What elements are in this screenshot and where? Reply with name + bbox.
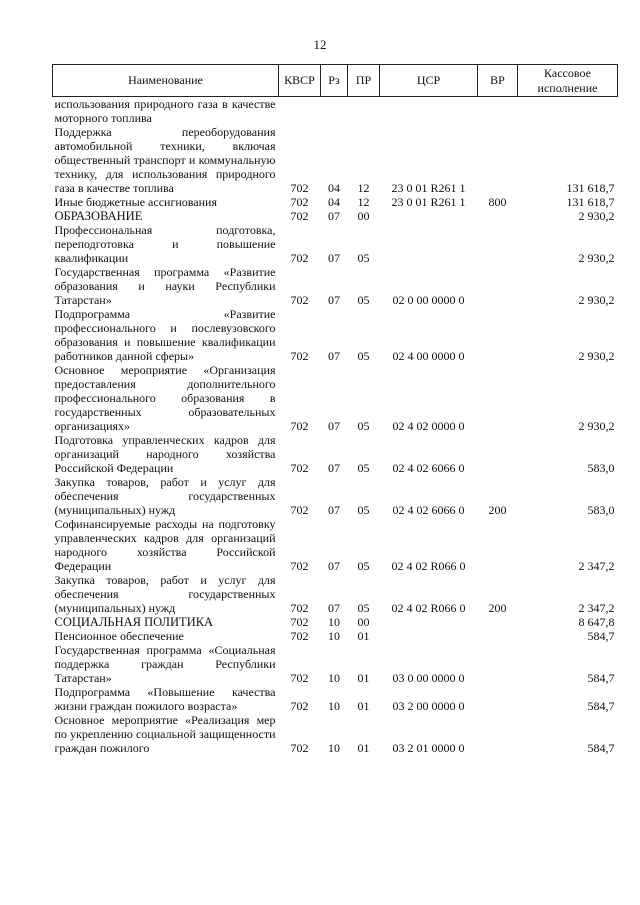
row-csr: 02 4 02 R066 0	[391, 559, 466, 573]
row-name: использования природного газа в качестве моторного топлива	[54, 97, 276, 125]
row-pr: 00	[357, 615, 370, 629]
row-name: Подготовка управленческих кадров для организаций народного хозяйства Российской Федерации	[54, 433, 276, 475]
table-row	[53, 629, 618, 643]
table-row	[53, 433, 618, 475]
row-rz: 07	[328, 419, 340, 433]
row-csr: 23 0 01 R261 1	[391, 181, 466, 195]
table-row	[53, 685, 618, 713]
table-row	[53, 517, 618, 573]
table-row	[53, 97, 618, 126]
row-cash-execution: 584,7	[587, 671, 615, 685]
row-cash-execution: 584,7	[587, 741, 615, 755]
row-pr: 01	[357, 741, 370, 755]
row-name: СОЦИАЛЬНАЯ ПОЛИТИКА	[54, 615, 214, 629]
table-row	[53, 223, 618, 265]
row-pr: 01	[357, 629, 370, 643]
row-kvsr: 702	[290, 419, 309, 433]
row-vr	[478, 125, 518, 195]
row-rz: 10	[328, 629, 340, 643]
row-name: Пенсионное обеспечение	[54, 629, 184, 643]
budget-execution-table	[52, 64, 618, 755]
row-rz: 07	[328, 349, 340, 363]
row-pr: 12	[357, 195, 370, 209]
row-rz: 07	[328, 601, 340, 615]
row-cash-execution: 584,7	[587, 629, 615, 643]
header-csr: ЦСР	[380, 65, 478, 97]
row-kvsr: 702	[290, 461, 309, 475]
row-csr	[380, 223, 478, 265]
row-vr	[478, 209, 518, 223]
table-header-row	[53, 65, 618, 97]
row-cash-execution: 2 930,2	[578, 419, 615, 433]
row-vr	[478, 643, 518, 685]
row-vr: 800	[488, 195, 507, 209]
row-vr	[478, 685, 518, 713]
row-pr	[348, 97, 380, 126]
row-cash-execution: 2 347,2	[578, 559, 615, 573]
row-vr	[478, 517, 518, 573]
row-kvsr: 702	[290, 671, 309, 685]
row-cash-execution: 2 930,2	[578, 349, 615, 363]
row-rz: 04	[328, 181, 340, 195]
row-rz	[321, 97, 348, 126]
row-pr: 01	[357, 699, 370, 713]
row-name: Государственная программа «Развитие образования и науки Республики Татарстан»	[54, 265, 276, 307]
row-pr: 01	[357, 671, 370, 685]
row-rz: 07	[328, 251, 340, 265]
row-name: Профессиональная подготовка, переподготовка и повышение квалификации	[54, 223, 276, 265]
header-rz: Рз	[321, 65, 348, 97]
row-kvsr	[279, 97, 321, 126]
row-rz: 07	[328, 293, 340, 307]
row-cash-execution: 131 618,7	[566, 181, 615, 195]
row-vr	[478, 265, 518, 307]
row-pr: 05	[357, 349, 370, 363]
row-csr: 03 0 00 0000 0	[392, 671, 465, 685]
row-kvsr: 702	[290, 615, 309, 629]
row-vr	[478, 307, 518, 363]
row-kvsr: 702	[290, 699, 309, 713]
row-csr	[380, 97, 478, 126]
row-vr	[478, 223, 518, 265]
table-row	[53, 475, 618, 517]
row-name: Закупка товаров, работ и услуг для обеспечения государственных (муниципальных) нужд	[54, 475, 276, 517]
row-rz: 10	[328, 699, 340, 713]
row-kvsr: 702	[290, 349, 309, 363]
row-cash-execution: 583,0	[587, 503, 615, 517]
row-kvsr: 702	[290, 209, 309, 223]
header-vr: ВР	[478, 65, 518, 97]
row-pr: 05	[357, 293, 370, 307]
row-csr: 02 0 00 0000 0	[392, 293, 465, 307]
table-row	[53, 363, 618, 433]
row-csr	[380, 615, 478, 629]
row-pr: 05	[357, 503, 370, 517]
row-pr: 05	[357, 419, 370, 433]
row-rz: 07	[328, 461, 340, 475]
row-rz: 04	[328, 195, 340, 209]
row-rz: 10	[328, 615, 340, 629]
row-vr	[478, 433, 518, 475]
section-row	[53, 615, 618, 629]
row-cash-execution: 2 930,2	[578, 251, 615, 265]
row-rz: 07	[328, 209, 340, 223]
row-pr: 05	[357, 251, 370, 265]
row-pr: 12	[357, 181, 370, 195]
table-row	[53, 643, 618, 685]
header-kvsr: КВСР	[279, 65, 321, 97]
row-csr: 03 2 01 0000 0	[392, 741, 465, 755]
row-name: ОБРАЗОВАНИЕ	[54, 209, 143, 223]
row-csr	[380, 629, 478, 643]
row-kvsr: 702	[290, 181, 309, 195]
row-cash-execution: 2 930,2	[578, 293, 615, 307]
header-pr: ПР	[348, 65, 380, 97]
section-row	[53, 209, 618, 223]
row-pr: 05	[357, 601, 370, 615]
row-pr: 05	[357, 559, 370, 573]
row-name: Закупка товаров, работ и услуг для обеспечения государственных (муниципальных) нужд	[54, 573, 276, 615]
row-cash-execution: 584,7	[587, 699, 615, 713]
row-name: Иные бюджетные ассигнования	[54, 195, 217, 209]
row-vr	[478, 629, 518, 643]
row-rz: 10	[328, 671, 340, 685]
row-csr: 02 4 00 0000 0	[392, 349, 465, 363]
row-name: Государственная программа «Социальная поддержка граждан Республики Татарстан»	[54, 643, 276, 685]
row-kvsr: 702	[290, 195, 309, 209]
header-name: Наименование	[53, 65, 279, 97]
row-csr: 02 4 02 6066 0	[392, 503, 465, 517]
table-row	[53, 307, 618, 363]
table-row	[53, 125, 618, 195]
row-vr	[478, 97, 518, 126]
row-cash-execution: 8 647,8	[578, 615, 615, 629]
table-row	[53, 573, 618, 615]
row-csr: 02 4 02 6066 0	[392, 461, 465, 475]
row-pr: 00	[357, 209, 370, 223]
row-vr: 200	[488, 503, 507, 517]
row-cash-execution	[518, 97, 618, 126]
row-name: Подпрограмма «Развитие профессионального и послевузовского образования и повышение квалификации работников данной сферы»	[54, 307, 276, 363]
row-name: Софинансируемые расходы на подготовку управленческих кадров для организаций народного хозяйства Российской Федерации	[54, 517, 276, 573]
row-kvsr: 702	[290, 741, 309, 755]
row-vr	[478, 363, 518, 433]
row-name: Поддержка переоборудования автомобильной техники, включая общественный транспорт и коммунальную технику, для использования природного газа в качестве топлива	[54, 125, 276, 195]
row-csr: 02 4 02 R066 0	[391, 601, 466, 615]
row-csr: 02 4 02 0000 0	[392, 419, 465, 433]
row-rz: 10	[328, 741, 340, 755]
row-csr: 03 2 00 0000 0	[392, 699, 465, 713]
row-cash-execution: 2 930,2	[578, 209, 615, 223]
row-vr	[478, 713, 518, 755]
row-name: Подпрограмма «Повышение качества жизни граждан пожилого возраста»	[54, 685, 276, 713]
table-row	[53, 265, 618, 307]
row-rz: 07	[328, 503, 340, 517]
row-csr: 23 0 01 R261 1	[391, 195, 466, 209]
row-kvsr: 702	[290, 503, 309, 517]
row-kvsr: 702	[290, 559, 309, 573]
row-cash-execution: 583,0	[587, 461, 615, 475]
row-csr	[380, 209, 478, 223]
page-number: 12	[313, 37, 327, 52]
row-kvsr: 702	[290, 629, 309, 643]
table-row	[53, 713, 618, 755]
row-pr: 05	[357, 461, 370, 475]
row-name: Основное мероприятие «Организация предоставления дополнительного профессионального образования в государственных образовательных организациях»	[54, 363, 276, 433]
row-rz: 07	[328, 559, 340, 573]
header-cash-execution: Кассовое исполнение	[518, 65, 618, 97]
row-name: Основное мероприятие «Реализация мер по укреплению социальной защищенности граждан пожилого	[54, 713, 276, 755]
row-vr	[478, 615, 518, 629]
row-kvsr: 702	[290, 251, 309, 265]
table-row	[53, 195, 618, 209]
row-vr: 200	[488, 601, 507, 615]
row-kvsr: 702	[290, 293, 309, 307]
row-kvsr: 702	[290, 601, 309, 615]
row-cash-execution: 2 347,2	[578, 601, 615, 615]
row-cash-execution: 131 618,7	[566, 195, 615, 209]
